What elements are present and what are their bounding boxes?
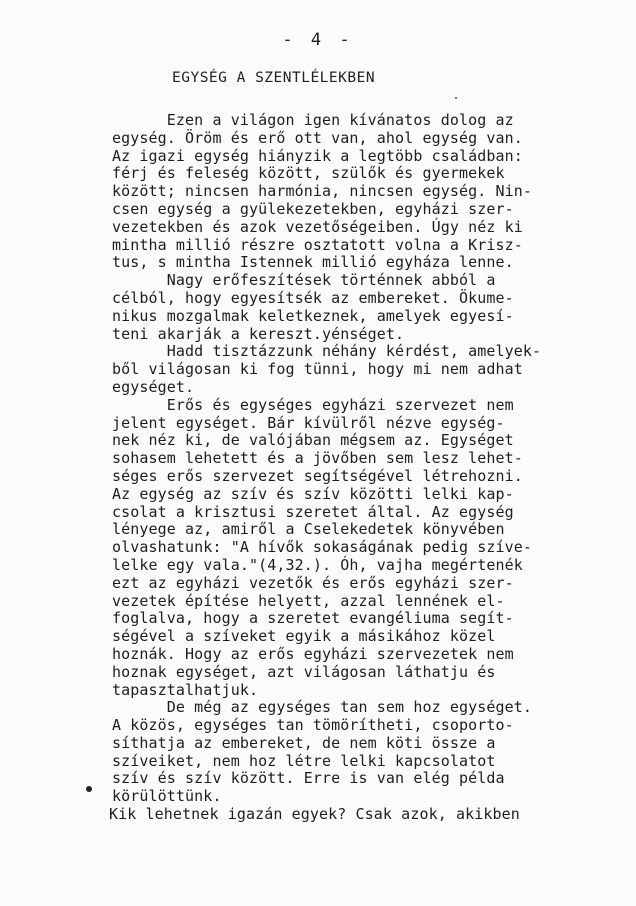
text-line: Kik lehetnek igazán egyek? Csak azok, akikben [109, 805, 520, 824]
text-line: mintha millió részre osztatott volna a Krisz- [112, 235, 523, 254]
document-title: EGYSÉG A SZENTLÉLEKBEN [172, 70, 376, 86]
text-line: ből világosan ki fog tünni, hogy mi nem adhat [112, 360, 523, 379]
text-line: tus, s mintha Istennek millió egyháza lenne. [112, 253, 514, 272]
text-line: síthatja az embereket, de nem köti össze a [112, 733, 496, 752]
text-line: vezetekben és azok vezetőségeiben. Úgy néz ki [112, 217, 523, 236]
text-line: olvashatunk: "A hívők sokaságának pedig szíve- [112, 538, 533, 557]
text-line: teni akarják a kereszt.yénséget. [112, 324, 405, 343]
body-text [109, 111, 632, 824]
text-line: nek néz ki, de valójában mégsem az. Egységet [112, 431, 514, 450]
text-line: férj és feleség között, szülők és gyermekek [112, 164, 505, 183]
text-line: Nagy erőfeszítések történnek abból a [112, 271, 496, 290]
text-line: séges erős szervezet segítségével létrehozni. [112, 466, 523, 485]
text-line: De még az egységes tan sem hoz egységet. [112, 698, 533, 717]
text-line: hoznak egységet, azt világosan láthatju és [112, 662, 496, 681]
text-line: tapasztalhatjuk. [112, 680, 259, 699]
text-line: csen egység a gyülekezetekben, egyházi szer- [112, 199, 514, 218]
text-line: nikus mozgalmak keletkeznek, amelyek egyesí- [112, 306, 514, 325]
text-line: csolat a krisztusi szeretet által. Az egység [112, 502, 514, 521]
text-line: Ezen a világon igen kívánatos dolog az [112, 111, 514, 129]
text-line: egység. Öröm és erő ott van, ahol egység van. [112, 128, 523, 147]
text-line: ségével a szíveket egyik a másikához közel [112, 627, 496, 646]
text-line: A közös, egységes tan tömörítheti, csoporto- [112, 716, 514, 735]
text-line: jelent egységet. Bár kívülről nézve egység- [112, 413, 505, 432]
text-line: hoznák. Hogy az erős egyházi szervezetek nem [112, 644, 514, 663]
text-line: ezt az egyházi vezetők és erős egyházi szer- [112, 573, 514, 592]
text-line: sohasem lehetett és a jövőben sem lesz lehet- [112, 449, 523, 468]
text-line: Az egység az szív és szív közötti lelki kap- [112, 484, 514, 503]
text-line: Az igazi egység hiányzik a legtöbb családban: [112, 146, 523, 165]
text-line: lényege az, amiről a Cselekedetek könyvében [112, 520, 505, 539]
text-line: Hadd tisztázzunk néhány kérdést, amelyek- [112, 342, 542, 361]
text-line: Erős és egységes egyházi szervezet nem [112, 395, 514, 414]
margin-ink-dot [86, 786, 92, 792]
text-line: körülöttünk. [112, 787, 222, 806]
ink-speck [455, 97, 457, 99]
text-line: foglalva, hogy a szeretet evangéliuma segít- [112, 609, 514, 628]
text-line: lelke egy vala."(4,32.). Óh, vajha megértenék [112, 555, 523, 574]
page-number: - 4 - [282, 30, 354, 50]
text-line: célból, hogy egyesítsék az embereket. Ökume- [112, 288, 514, 307]
text-line: vezetek építése helyett, azzal lennének el- [112, 591, 505, 610]
text-line: szív és szív között. Erre is van elég példa [112, 769, 505, 788]
text-line: szíveiket, nem hoz létre lelki kapcsolatot [112, 751, 496, 770]
text-line: között; nincsen harmónia, nincsen egység. Nin- [112, 182, 533, 201]
text-line: egységet. [112, 377, 195, 396]
